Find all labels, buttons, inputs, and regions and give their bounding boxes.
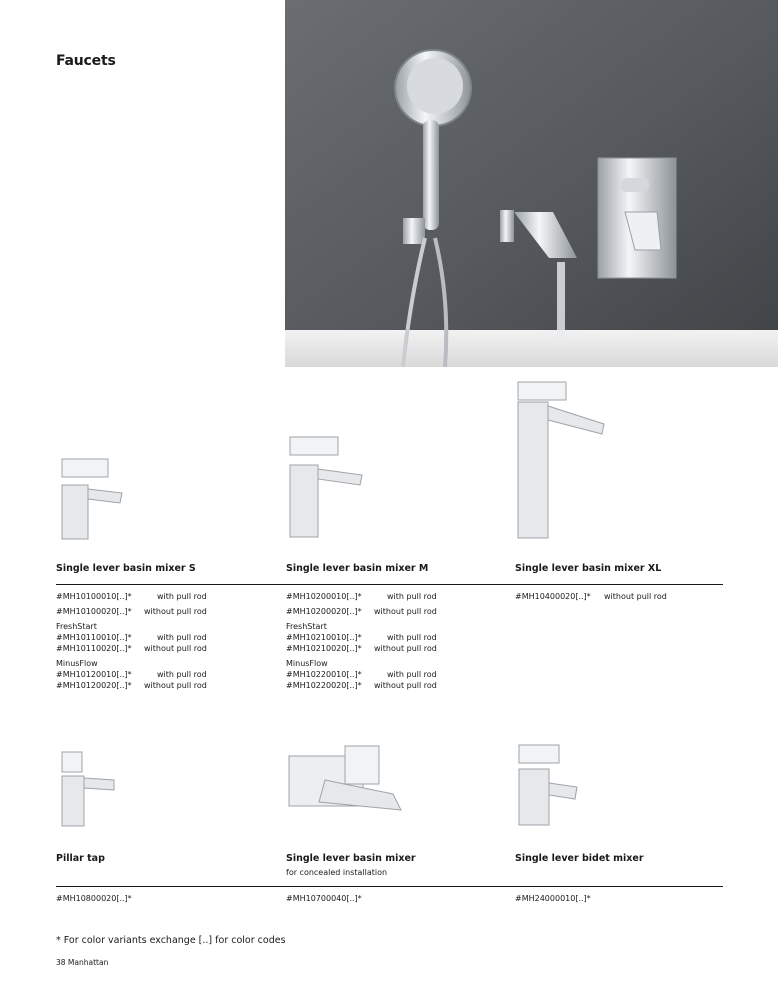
article-code: #MH10120020[..]* (56, 681, 132, 690)
group-label: MinusFlow (56, 659, 98, 668)
page-number: 38 Manhattan (56, 958, 109, 967)
article-code: #MH10100020[..]* (56, 607, 132, 616)
code-row (56, 680, 226, 691)
variant-desc: without pull rod (374, 607, 437, 616)
article-code: #MH10220020[..]* (286, 681, 362, 690)
product-title-concealed-mixer (286, 853, 416, 877)
product-title: Single lever basin mixer S (56, 563, 196, 574)
code-row (56, 669, 226, 680)
product-title: Single lever basin mixer M (286, 563, 429, 574)
product-title-pillar-tap (56, 853, 105, 864)
article-code: #MH10110010[..]* (56, 633, 132, 642)
product-title-basin-mixer-xl (515, 563, 661, 574)
code-row (56, 591, 226, 602)
pillar-tap-image (56, 748, 118, 828)
article-code: #MH10210010[..]* (286, 633, 362, 642)
variant-desc: without pull rod (144, 644, 207, 653)
code-row (286, 632, 456, 643)
variant-desc: with pull rod (157, 670, 207, 679)
basin-mixer-xl-image (514, 380, 609, 540)
product-title: Single lever bidet mixer (515, 853, 644, 864)
article-code: #MH10700040[..]* (286, 894, 362, 903)
article-code: #MH10200010[..]* (286, 592, 362, 601)
article-code: #MH10400020[..]* (515, 592, 591, 601)
group-label: FreshStart (286, 622, 327, 631)
bidet-mixer-image (515, 743, 580, 828)
basin-mixer-s-image (56, 455, 128, 540)
variant-desc: with pull rod (387, 670, 437, 679)
article-code: #MH10120010[..]* (56, 670, 132, 679)
group-label: MinusFlow (286, 659, 328, 668)
product-title: Single lever basin mixer XL (515, 563, 662, 574)
product-title: Pillar tap (56, 853, 105, 864)
code-row (56, 643, 226, 654)
code-row (286, 606, 456, 617)
article-code: #MH24000010[..]* (515, 894, 591, 903)
divider-row1 (56, 584, 723, 585)
variant-desc: with pull rod (157, 592, 207, 601)
variant-desc: with pull rod (387, 633, 437, 642)
product-title-bidet-mixer (515, 853, 644, 864)
codes-basin-mixer-s (56, 591, 226, 691)
variant-desc: without pull rod (374, 644, 437, 653)
divider-row2 (56, 886, 723, 887)
codes-basin-mixer-m (286, 591, 456, 691)
product-title: Single lever basin mixer (286, 853, 416, 864)
article-code: #MH10800020[..]* (56, 894, 132, 903)
article-code: #MH10200020[..]* (286, 607, 362, 616)
code-row (286, 643, 456, 654)
variant-desc: with pull rod (157, 633, 207, 642)
article-code: #MH10210020[..]* (286, 644, 362, 653)
code-row (515, 591, 685, 602)
product-title-basin-mixer-m (286, 563, 428, 574)
codes-basin-mixer-xl (515, 591, 685, 602)
product-subtitle: for concealed installation (286, 868, 388, 877)
product-title-basin-mixer-s (56, 563, 196, 574)
variant-desc: without pull rod (144, 607, 207, 616)
code-row (286, 669, 456, 680)
basin-mixer-m-image (286, 435, 366, 540)
footnote: * For color variants exchange [..] for color codes (56, 935, 286, 946)
concealed-basin-mixer-image (285, 740, 405, 812)
code-row (286, 680, 456, 691)
article-code: #MH10100010[..]* (56, 592, 132, 601)
article-code: #MH10220010[..]* (286, 670, 362, 679)
variant-desc: without pull rod (604, 592, 667, 601)
variant-desc: with pull rod (387, 592, 437, 601)
variant-desc: without pull rod (144, 681, 207, 690)
hero-bathroom-photo (285, 0, 778, 367)
code-row (286, 591, 456, 602)
article-code: #MH10110020[..]* (56, 644, 132, 653)
group-label: FreshStart (56, 622, 97, 631)
variant-desc: without pull rod (374, 681, 437, 690)
page-title: Faucets (56, 53, 116, 69)
code-row (56, 632, 226, 643)
code-row (56, 606, 226, 617)
